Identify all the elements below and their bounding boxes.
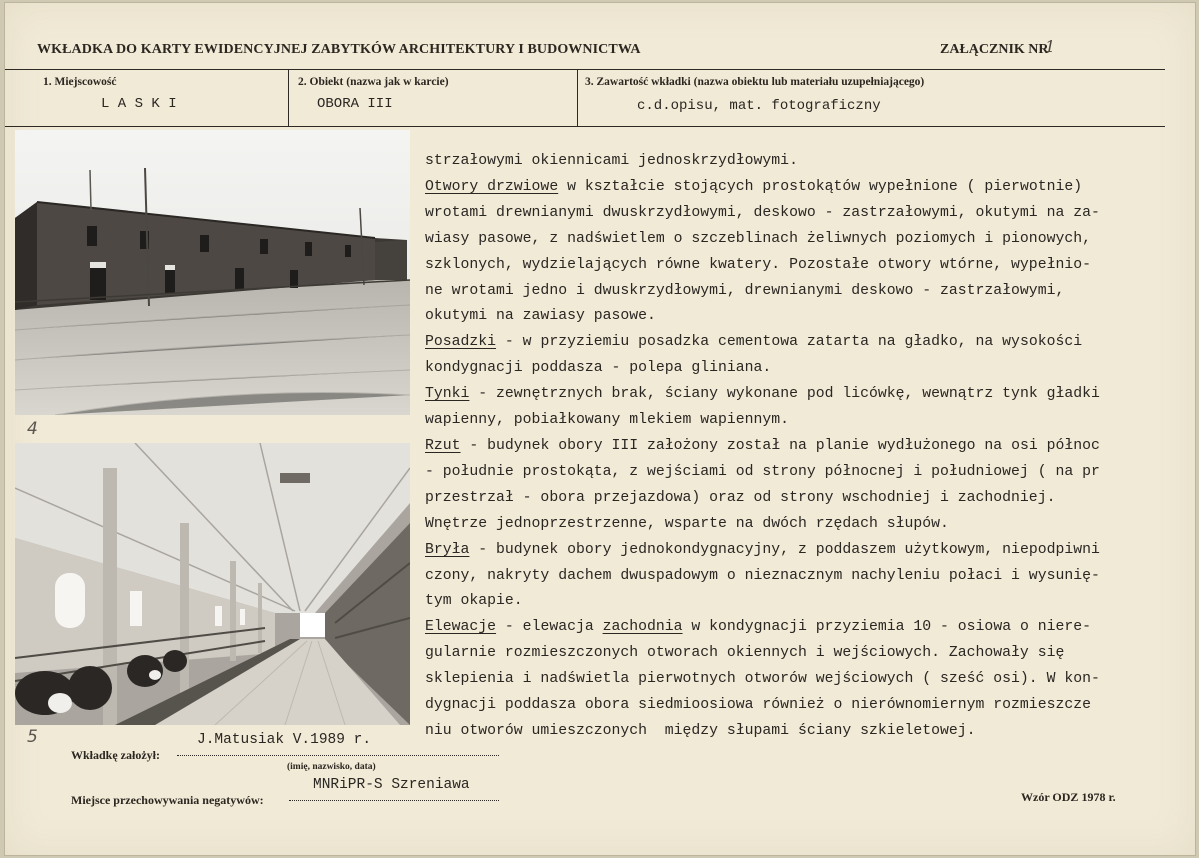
desc-line: dygnacji poddasza obora siedmioosiowa również o nierównomiernym rozmieszcze [425,697,1091,714]
object-label: 2. Obiekt (nazwa jak w karcie) [298,76,449,88]
desc-line [425,615,1185,641]
desc-text: - zewnętrznych brak, ściany wykonane pod licówkę, wewnątrz tynk gładki [469,386,1100,403]
desc-line [425,382,1185,408]
storage-line [289,800,499,801]
barn-interior-image [15,443,410,725]
field-divider-2 [577,69,578,126]
desc-line [425,175,1185,201]
section-heading-floors: Posadzki [425,334,497,351]
desc-line: kondygnacji poddasza - polepa gliniana. [425,360,772,377]
field-divider-1 [288,69,289,126]
photo-5-number: 5 [27,727,38,747]
desc-line: okutymi na zawiasy pasowe. [425,308,656,325]
annex-label: ZAŁĄCZNIK NR [940,42,1049,57]
section-heading-west: zachodnia [602,619,683,636]
fields-rule [5,126,1165,127]
storage-label: Miejsce przechowywania negatywów: [71,793,264,807]
form-code: Wzór ODZ 1978 r. [1021,790,1116,804]
desc-line: przestrzał - obora przejazdowa) oraz od strony wschodniej i zachodniej. [425,489,1056,506]
desc-line [425,538,1185,564]
desc-text: w kondygnacji przyziemia 10 - osiowa o niere- [682,619,1091,636]
locality-label: 1. Miejscowość [43,76,117,88]
desc-line: niu otworów umieszczonych między słupami ściany szkieletowej. [425,722,976,739]
barn-interior-photo [15,443,410,725]
desc-line: - południe prostokąta, z wejściami od strony północnej i południowej ( na pr [425,463,1100,480]
desc-text: - budynek obory III założony został na planie wydłużonego na osi północ [460,437,1100,454]
section-heading-plan: Rzut [425,437,461,454]
storage-value: MNRiPR-S Szreniawa [313,777,470,793]
desc-line [425,330,1185,356]
desc-line: wapienny, pobiałkowany mlekiem wapiennym. [425,412,790,429]
desc-line: ne wrotami jedno i dwuskrzydłowymi, drewnianymi deskowo - zastrzałowymi, [425,282,1065,299]
contents-value: c.d.opisu, mat. fotograficzny [637,98,881,114]
section-heading-massing: Bryła [425,541,470,558]
desc-line: sklepienia i nadświetla pierwotnych otworów wejściowych ( sześć osi). W kon- [425,671,1100,688]
desc-text: w kształcie stojących prostokątów wypełnione ( pierwotnie) [558,178,1083,195]
inventory-insert-card [4,2,1196,856]
desc-line: strzałowymi okiennicami jednoskrzydłowymi. [425,153,798,169]
object-value: OBORA III [317,96,393,112]
desc-text: - w przyziemiu posadzka cementowa zatarta na gładko, na wysokości [496,334,1083,351]
desc-line: wiasy pasowe, z nadświetlem o szczeblinach żeliwnych poziomych i pionowych, [425,230,1091,247]
author-value: J.Matusiak V.1989 r. [197,732,372,748]
desc-line: szklonych, wydzielających równe kwatery. Pozostałe otwory wtórne, wypełnio- [425,256,1091,273]
desc-line [425,434,1185,460]
desc-text: - elewacja [496,619,603,636]
description-text [425,149,1185,745]
form-title: WKŁADKA DO KARTY EWIDENCYJNEJ ZABYTKÓW ARCHITEKTURY I BUDOWNICTWA [37,42,641,57]
section-heading-elevations: Elewacje [425,619,497,636]
annex-number: 1 [1045,37,1056,56]
section-heading-doors: Otwory drzwiowe [425,178,559,195]
desc-line: Wnętrze jednoprzestrzenne, wsparte na dwóch rzędach słupów. [425,515,949,532]
barn-exterior-photo [15,130,410,415]
author-label: Wkładkę założył: [71,748,160,762]
barn-exterior-image [15,130,410,415]
desc-line: gularnie rozmieszczonych otworach okiennych i wejściowych. Zachowały się [425,645,1065,662]
desc-text: - budynek obory jednokondygnacyjny, z poddaszem użytkowym, niepodpiwni [469,541,1100,558]
author-hint: (imię, nazwisko, data) [287,762,376,772]
header-rule [5,69,1165,70]
locality-value: L A S K I [101,96,177,112]
author-line [177,755,499,756]
section-heading-plaster: Tynki [425,386,470,403]
photo-4-number: 4 [27,419,38,439]
contents-label: 3. Zawartość wkładki (nazwa obiektu lub materiału uzupełniającego) [585,76,925,88]
desc-line: wrotami drewnianymi dwuskrzydłowymi, deskowo - zastrzałowymi, okutymi na za- [425,204,1100,221]
desc-line: tym okapie. [425,593,523,610]
desc-line: czony, nakryty dachem dwuspadowym o nieznacznym nachyleniu połaci i wysunię- [425,567,1100,584]
